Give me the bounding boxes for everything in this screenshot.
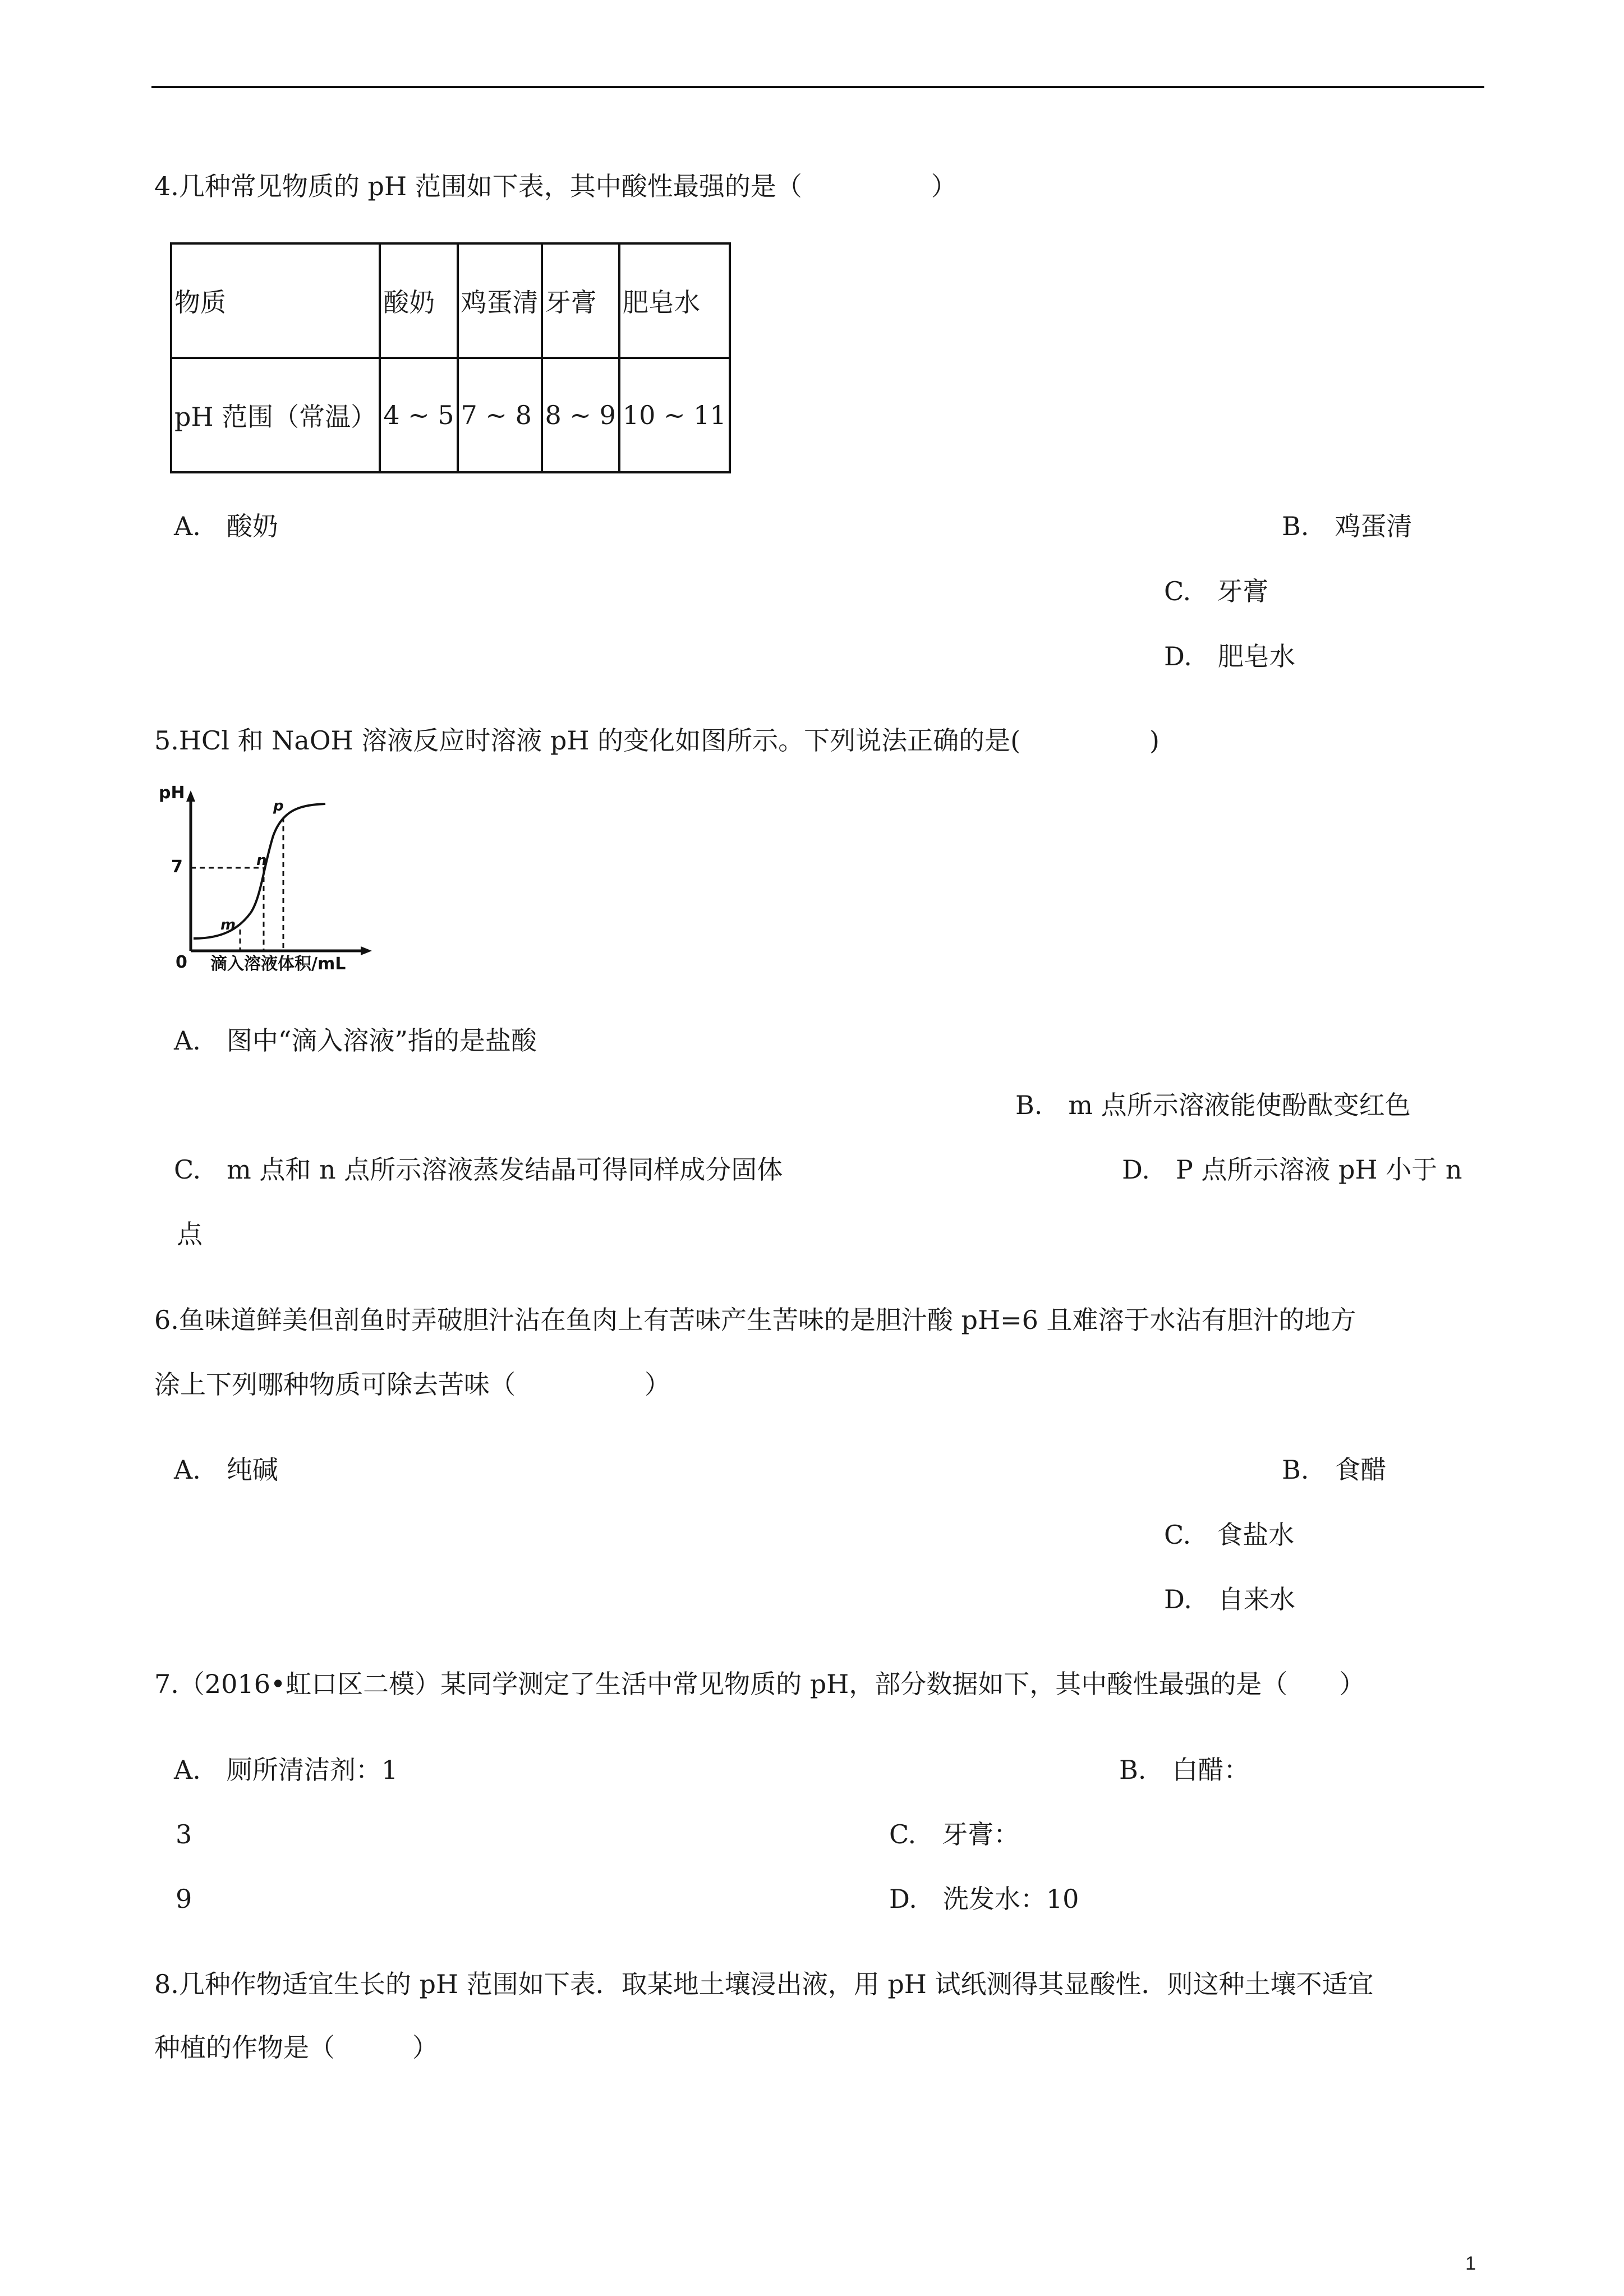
q5-option-a: A. 图中“滴入溶液”指的是盐酸 [174, 1025, 537, 1056]
q4-stem: 4.几种常见物质的 pH 范围如下表，其中酸性最强的是（ ） [154, 171, 957, 201]
q6-stem-line2: 涂上下列哪种物质可除去苦味（ ） [154, 1369, 670, 1400]
point-m-label: m [220, 917, 236, 933]
table-cell: 鸡蛋清 [458, 243, 542, 358]
y-axis-arrow [186, 790, 195, 802]
q8-stem-line2: 种植的作物是（ ） [154, 2032, 438, 2063]
q6-option-b: B. 食醋 [1282, 1455, 1387, 1485]
ph-table [170, 242, 731, 473]
q7-stem: 7.（2016•虹口区二模）某同学测定了生活中常见物质的 pH，部分数据如下，其中酸性最强的是（ ） [154, 1669, 1365, 1699]
q5-option-b: B. m 点所示溶液能使酚酞变红色 [1015, 1090, 1411, 1120]
table-cell: pH 范围（常温） [171, 358, 380, 472]
q7-option-b: B. 白醋： [1119, 1755, 1250, 1785]
page-number: 1 [1465, 2253, 1476, 2274]
q7-option-c-value: 9 [176, 1884, 192, 1914]
q4-option-d: D. 肥皂水 [1164, 641, 1295, 671]
table-cell: 10 ~ 11 [619, 358, 730, 472]
table-cell: 牙膏 [542, 243, 619, 358]
table-cell: 酸奶 [380, 243, 457, 358]
q4-option-b: B. 鸡蛋清 [1282, 511, 1413, 541]
table-cell: 肥皂水 [619, 243, 730, 358]
table-cell: 7 ~ 8 [458, 358, 542, 472]
q5-option-d: D. P 点所示溶液 pH 小于 n [1122, 1154, 1462, 1185]
y-axis-label: pH [159, 783, 185, 803]
q6-option-c: C. 食盐水 [1164, 1520, 1295, 1550]
x-axis-arrow [361, 946, 372, 955]
q6-option-a: A. 纯碱 [174, 1455, 278, 1485]
q5-stem: 5.HCl 和 NaOH 溶液反应时溶液 pH 的变化如图所示。下列说法正确的是( ) [154, 725, 1160, 756]
q6-stem-line1: 6.鱼味道鲜美但剖鱼时弄破胆汁沾在鱼肉上有苦味产生苦味的是胆汁酸 pH=6 且难溶于水沾有胆汁的地方 [154, 1305, 1356, 1335]
q6-option-d: D. 自来水 [1164, 1584, 1295, 1614]
ph-change-graph [154, 783, 412, 973]
q4-option-a: A. 酸奶 [174, 511, 278, 541]
tick-7-label: 7 [171, 857, 183, 877]
q7-option-a: A. 厕所清洁剂：1 [174, 1755, 398, 1785]
table-cell: 8 ~ 9 [542, 358, 619, 472]
point-p-label: p [273, 798, 284, 815]
table-cell: 物质 [171, 243, 380, 358]
ph-curve [194, 804, 325, 938]
header-rule [151, 86, 1484, 88]
q8-stem-line1: 8.几种作物适宜生长的 pH 范围如下表．取某地土壤浸出液，用 pH 试纸测得其显酸性．则这种土壤不适宜 [154, 1969, 1374, 1999]
x-axis-label: 滴入溶液体积/mL [210, 954, 346, 973]
q7-option-d: D. 洗发水：10 [889, 1884, 1079, 1914]
q7-option-c: C. 牙膏： [889, 1819, 1020, 1849]
q5-option-d-continued: 点 [177, 1219, 203, 1249]
q4-option-c: C. 牙膏 [1164, 576, 1269, 606]
table-row [171, 243, 730, 358]
q7-option-b-value: 3 [176, 1819, 192, 1849]
table-row [171, 358, 730, 472]
point-n-label: n [256, 852, 267, 869]
origin-label: 0 [176, 953, 187, 972]
q5-option-c: C. m 点和 n 点所示溶液蒸发结晶可得同样成分固体 [174, 1154, 783, 1185]
table-cell: 4 ~ 5 [380, 358, 457, 472]
